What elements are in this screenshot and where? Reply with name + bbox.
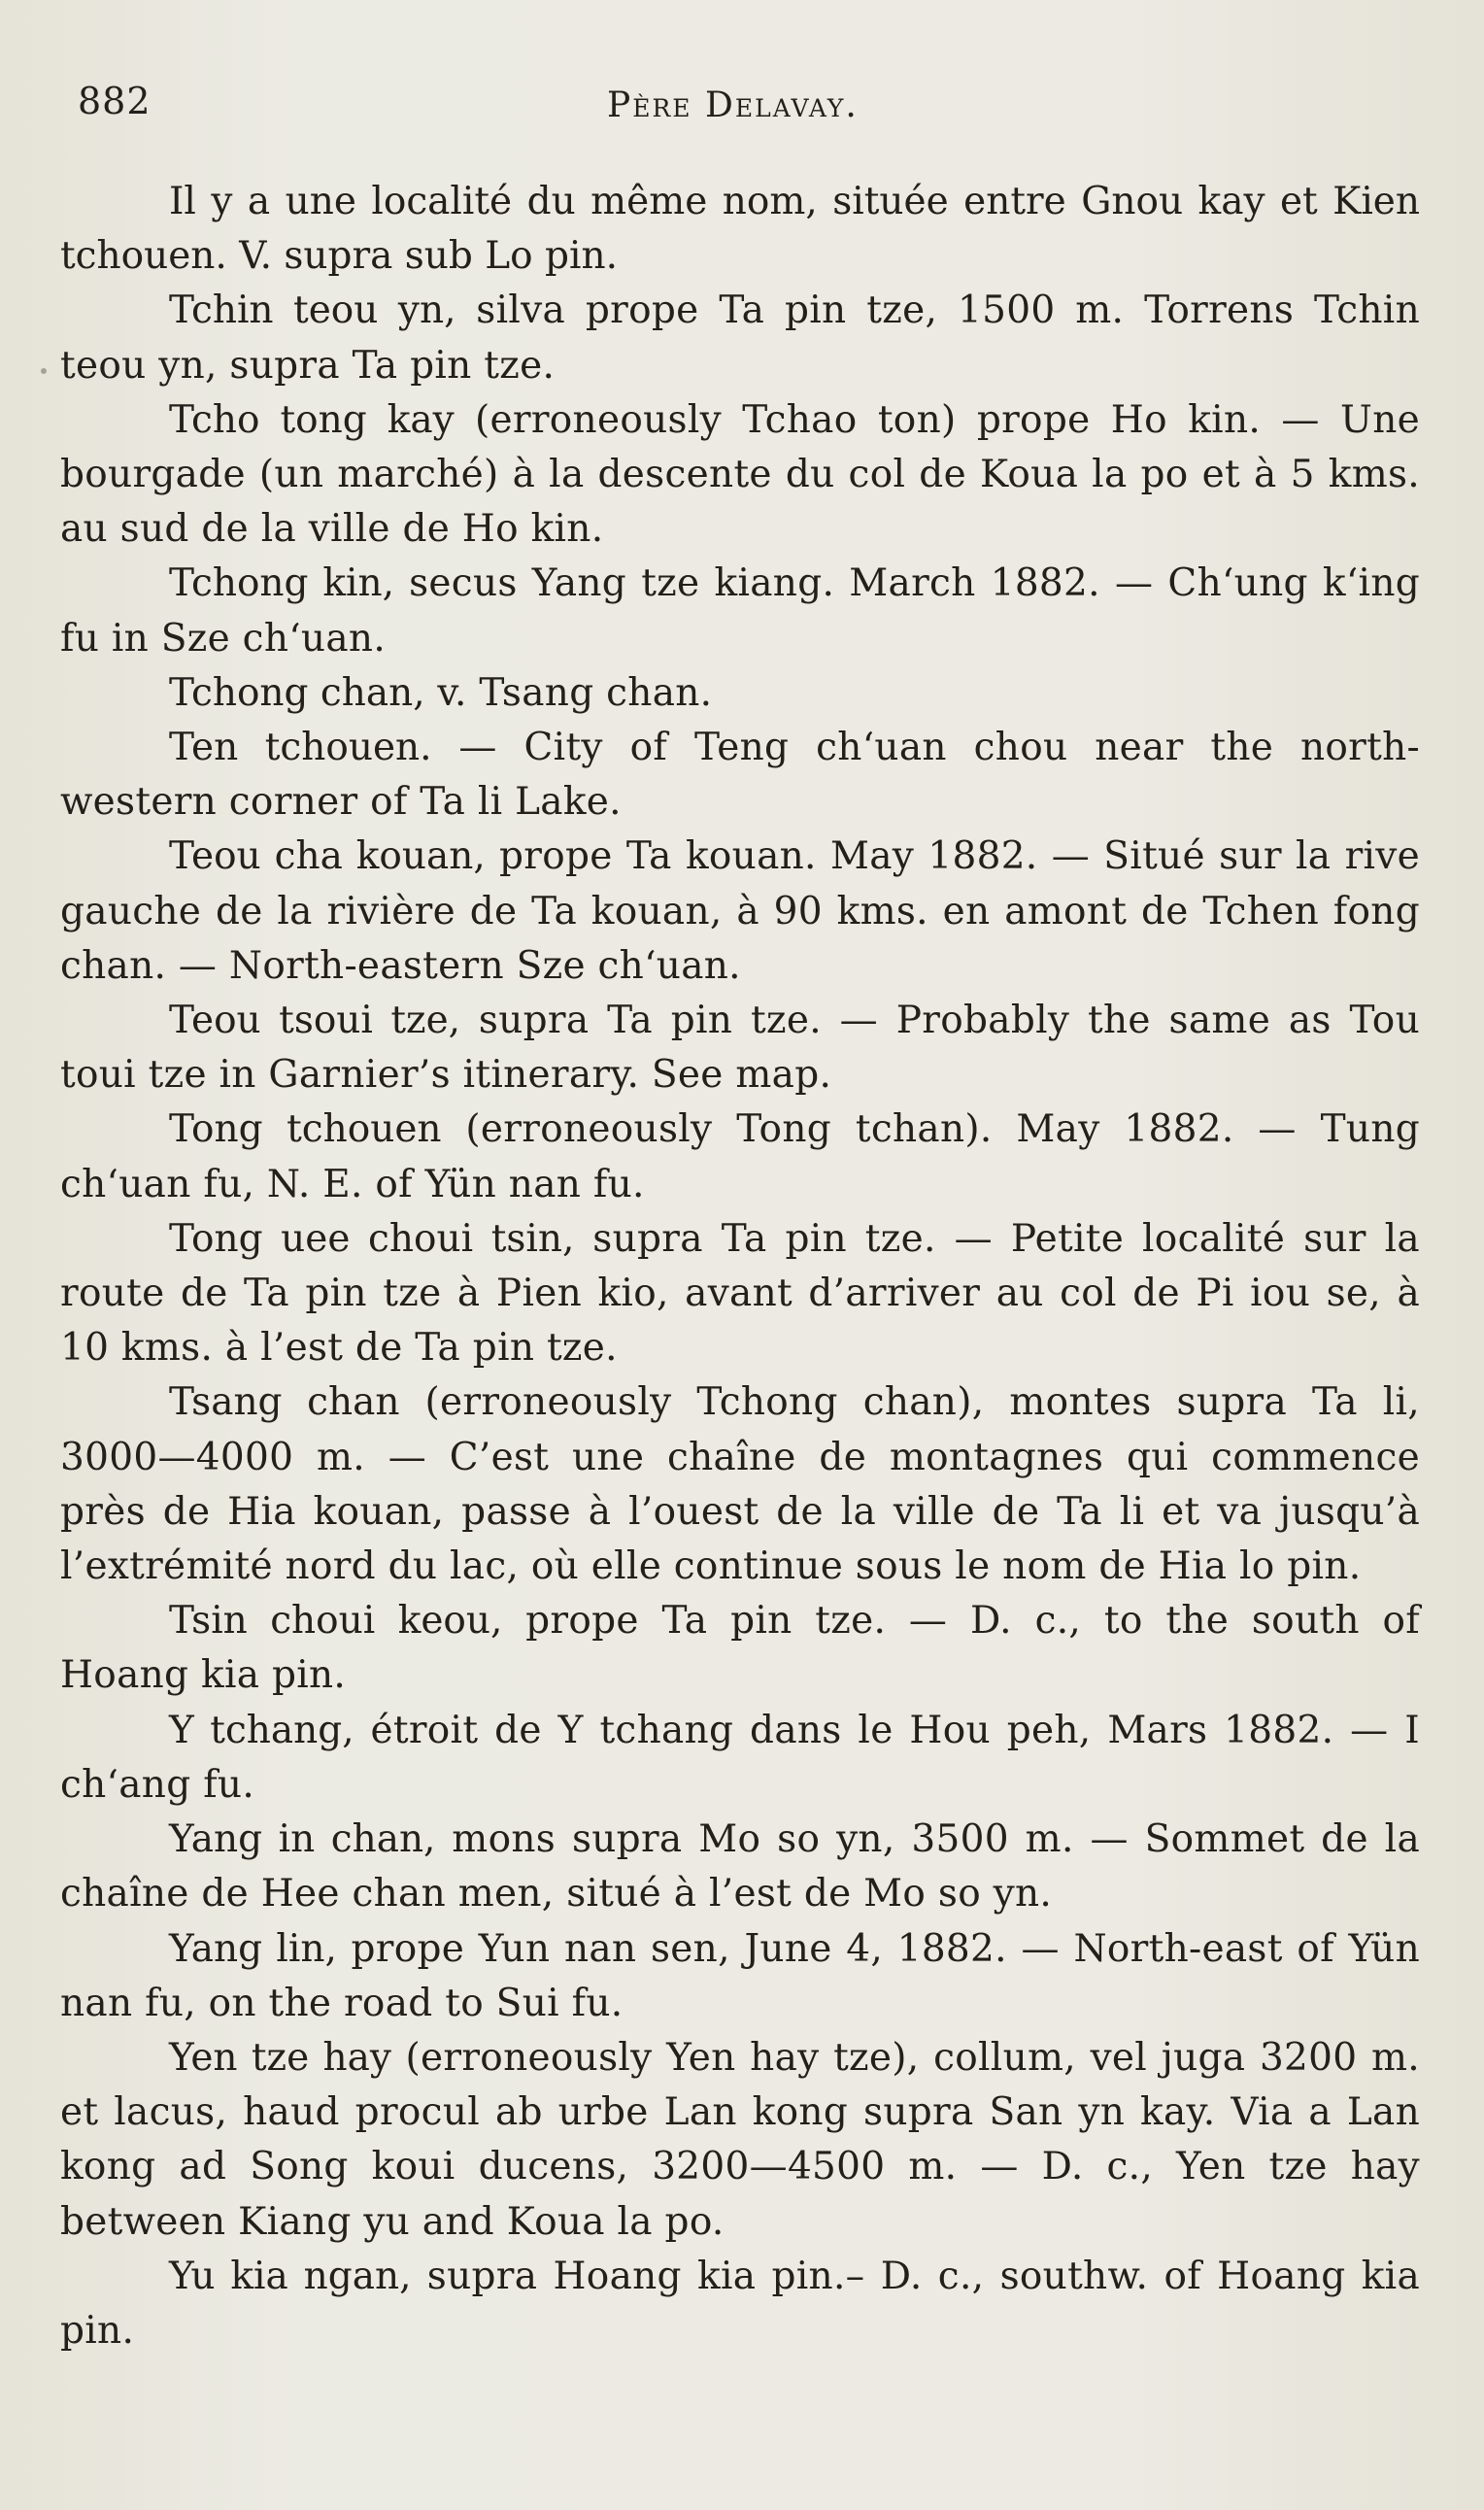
entry-place-name: Yu kia ngan, — [169, 2254, 412, 2298]
entry-teou-tsoui-tze — [60, 994, 1420, 1102]
entry-place-name: Teou tsoui tze, — [169, 999, 461, 1043]
entry-place-name: Ten tchouen. — [169, 726, 432, 770]
entry-place-name: Tsin choui keou, — [169, 1599, 503, 1644]
entry-continuation — [60, 175, 1420, 284]
running-title: Père Delavay. — [607, 85, 859, 125]
entry-yang-in-chan — [60, 1813, 1420, 1921]
entry-place-name: Yang in chan, — [169, 1817, 436, 1862]
margin-mark — [41, 368, 47, 374]
entry-place-name: Tchong chan, — [169, 670, 425, 715]
entry-teou-cha-kouan — [60, 830, 1420, 994]
entry-yen-tze-hay — [60, 2031, 1420, 2250]
entry-tong-tchouen — [60, 1102, 1420, 1211]
entry-text: supra Ta pin tze. — Petite localité sur la route de Ta pin tze à Pien kio, avant d’arriver au col de Pi iou se, à 10 kms. à l’est de Ta pin tze. — [60, 1216, 1420, 1371]
entry-text: étroit de Y tchang dans le Hou peh, Mars 1882. — I ch‘ang fu. — [60, 1708, 1420, 1807]
entry-place-name: Tong uee choui tsin, — [169, 1216, 575, 1261]
entry-text: prope Ta kouan. May 1882. — Situé sur la rive gauche de la rivière de Ta kouan, à 90 kms. en amont de Tchen fong chan. — North-eastern Sze ch‘uan. — [60, 834, 1420, 988]
page-header — [78, 80, 1418, 138]
entry-text: v. Tsang chan. — [424, 670, 713, 715]
entry-tcho-tong-kay — [60, 393, 1420, 558]
entry-ten-tchouen — [60, 721, 1420, 830]
entry-text: prope Ta pin tze. — D. c., to the south of Hoang kia pin. — [60, 1599, 1421, 1698]
entry-place-name: Tchong kin, — [169, 561, 394, 606]
entry-text: (erroneously Tchao ton) prope Ho kin. — Une bourgade (un marché) à la descente du col de Koua la po et à 5 kms. au sud de la ville de Ho kin. — [60, 397, 1420, 552]
entry-tchong-kin — [60, 557, 1420, 665]
entry-text: — City of Teng ch‘uan chou near the north-western corner of Ta li Lake. — [60, 726, 1420, 825]
entry-place-name: Yen tze hay — [169, 2035, 391, 2080]
entry-tsang-chan — [60, 1375, 1420, 1594]
entry-text: Il y a une localité du même nom, située entre Gnou kay et Kien tchouen. V. supra sub Lo pin. — [60, 180, 1420, 279]
entry-text: secus Yang tze kiang. March 1882. — Ch‘ung k‘ing fu in Sze ch‘uan. — [60, 561, 1420, 661]
entry-text: supra Hoang kia pin.– D. c., southw. of Hoang kia pin. — [60, 2254, 1420, 2353]
page-number: 882 — [78, 80, 152, 122]
entry-text: silva prope Ta pin tze, 1500 m. Torrens Tchin teou yn, supra Ta pin tze. — [60, 288, 1420, 388]
entry-yang-lin — [60, 1922, 1420, 2031]
entry-text: mons supra Mo so yn, 3500 m. — Sommet de la chaîne de Hee chan men, situé à l’est de Mo so yn. — [60, 1817, 1421, 1916]
gazetteer-entries — [60, 175, 1420, 2358]
entry-text: (erroneously Tchong chan), montes supra Ta li, 3000—4000 m. — C’est une chaîne de montagnes qui commence près de Hia kouan, passe à l’ouest de la ville de Ta li et va jusqu’à l’extrémité nord du lac, où elle continue sous le nom de Hia lo pin. — [60, 1380, 1420, 1589]
entry-place-name: Yang lin, — [169, 1926, 337, 1971]
entry-tchong-chan — [60, 666, 1420, 721]
entry-tchin-teou-yn — [60, 284, 1420, 392]
entry-place-name: Tchin teou yn, — [169, 288, 456, 333]
entry-place-name: Tcho tong kay — [169, 397, 455, 442]
entry-text: (erroneously Tong tchan). May 1882. — Tung ch‘uan fu, N. E. of Yün nan fu. — [60, 1107, 1421, 1206]
entry-text: prope Yun nan sen, June 4, 1882. — North-east of Yün nan fu, on the road to Sui fu. — [60, 1926, 1420, 2025]
entry-place-name: Tsang chan — [169, 1380, 400, 1425]
entry-tong-uee-choui-tsin — [60, 1212, 1420, 1376]
entry-place-name: Y tchang, — [169, 1708, 354, 1752]
entry-y-tchang — [60, 1704, 1420, 1813]
entry-place-name: Tong tchouen — [169, 1107, 442, 1152]
entry-text: supra Ta pin tze. — Probably the same as Tou toui tze in Garnier’s itinerary. See map. — [60, 999, 1420, 1098]
entry-yu-kia-ngan — [60, 2250, 1420, 2358]
entry-place-name: Teou cha kouan, — [169, 834, 486, 879]
entry-text: (erroneously Yen hay tze), collum, vel juga 3200 m. et lacus, haud procul ab urbe Lan kong supra San yn kay. Via a Lan kong ad Song koui ducens, 3200—4500 m. — D. c., Yen tze hay between Kiang yu and Koua la po. — [60, 2035, 1420, 2244]
entry-tsin-choui-keou — [60, 1594, 1420, 1703]
